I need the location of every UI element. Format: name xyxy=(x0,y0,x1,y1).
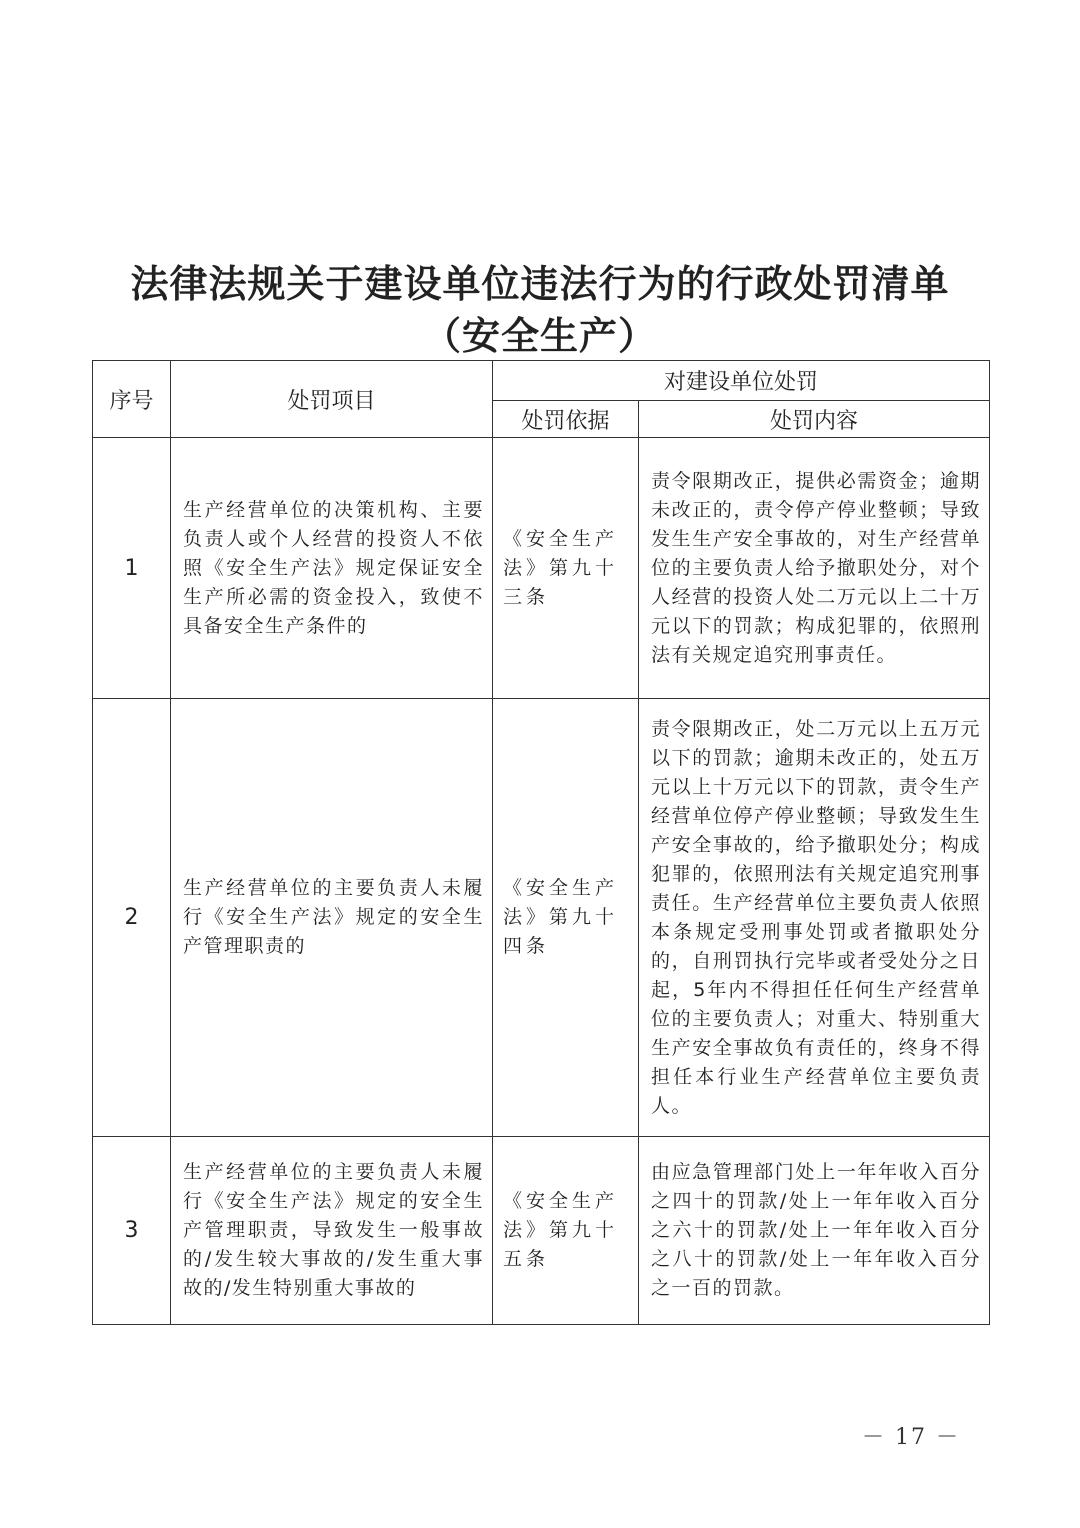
title-line-2: （安全生产） xyxy=(422,314,657,358)
table-row xyxy=(93,438,990,699)
header-seq: 序号 xyxy=(93,361,171,438)
penalty-table xyxy=(92,360,990,1325)
page-number: － 17 － xyxy=(862,1425,960,1450)
row-item: 生产经营单位的主要负责人未履行《安全生产法》规定的安全生产管理职责的 xyxy=(171,699,493,1137)
page-title xyxy=(0,258,1080,362)
header-content: 处罚内容 xyxy=(639,401,990,438)
header-row-1 xyxy=(93,361,990,401)
row-basis: 《安全生产法》第九十三条 xyxy=(493,438,639,699)
table-row xyxy=(93,1137,990,1325)
row-content: 由应急管理部门处上一年年收入百分之四十的罚款/处上一年年收入百分之六十的罚款/处上一年年收入百分之八十的罚款/处上一年年收入百分之一百的罚款。 xyxy=(639,1137,990,1325)
row-content: 责令限期改正，提供必需资金；逾期未改正的，责令停产停业整顿；导致发生生产安全事故的，对生产经营单位的主要负责人给予撤职处分，对个人经营的投资人处二万元以上二十万元以下的罚款；构成犯罪的，依照刑法有关规定追究刑事责任。 xyxy=(639,438,990,699)
row-basis: 《安全生产法》第九十四条 xyxy=(493,699,639,1137)
row-item: 生产经营单位的主要负责人未履行《安全生产法》规定的安全生产管理职责，导致发生一般事故的/发生较大事故的/发生重大事故的/发生特别重大事故的 xyxy=(171,1137,493,1325)
header-group: 对建设单位处罚 xyxy=(493,361,990,401)
row-seq: 2 xyxy=(93,699,171,1137)
table-row xyxy=(93,699,990,1137)
header-basis: 处罚依据 xyxy=(493,401,639,438)
row-item: 生产经营单位的决策机构、主要负责人或个人经营的投资人不依照《安全生产法》规定保证安全生产所必需的资金投入，致使不具备安全生产条件的 xyxy=(171,438,493,699)
row-seq: 1 xyxy=(93,438,171,699)
header-item: 处罚项目 xyxy=(171,361,493,438)
title-line-1: 法律法规关于建设单位违法行为的行政处罚清单 xyxy=(130,262,950,306)
row-basis: 《安全生产法》第九十五条 xyxy=(493,1137,639,1325)
row-seq: 3 xyxy=(93,1137,171,1325)
row-content: 责令限期改正，处二万元以上五万元以下的罚款；逾期未改正的，处五万元以上十万元以下的罚款，责令生产经营单位停产停业整顿；导致发生生产安全事故的，给予撤职处分；构成犯罪的，依照刑法有关规定追究刑事责任。生产经营单位主要负责人依照本条规定受刑事处罚或者撤职处分的，自刑罚执行完毕或者受处分之日起，5年内不得担任任何生产经营单位的主要负责人；对重大、特别重大生产安全事故负有责任的，终身不得担任本行业生产经营单位主要负责人。 xyxy=(639,699,990,1137)
